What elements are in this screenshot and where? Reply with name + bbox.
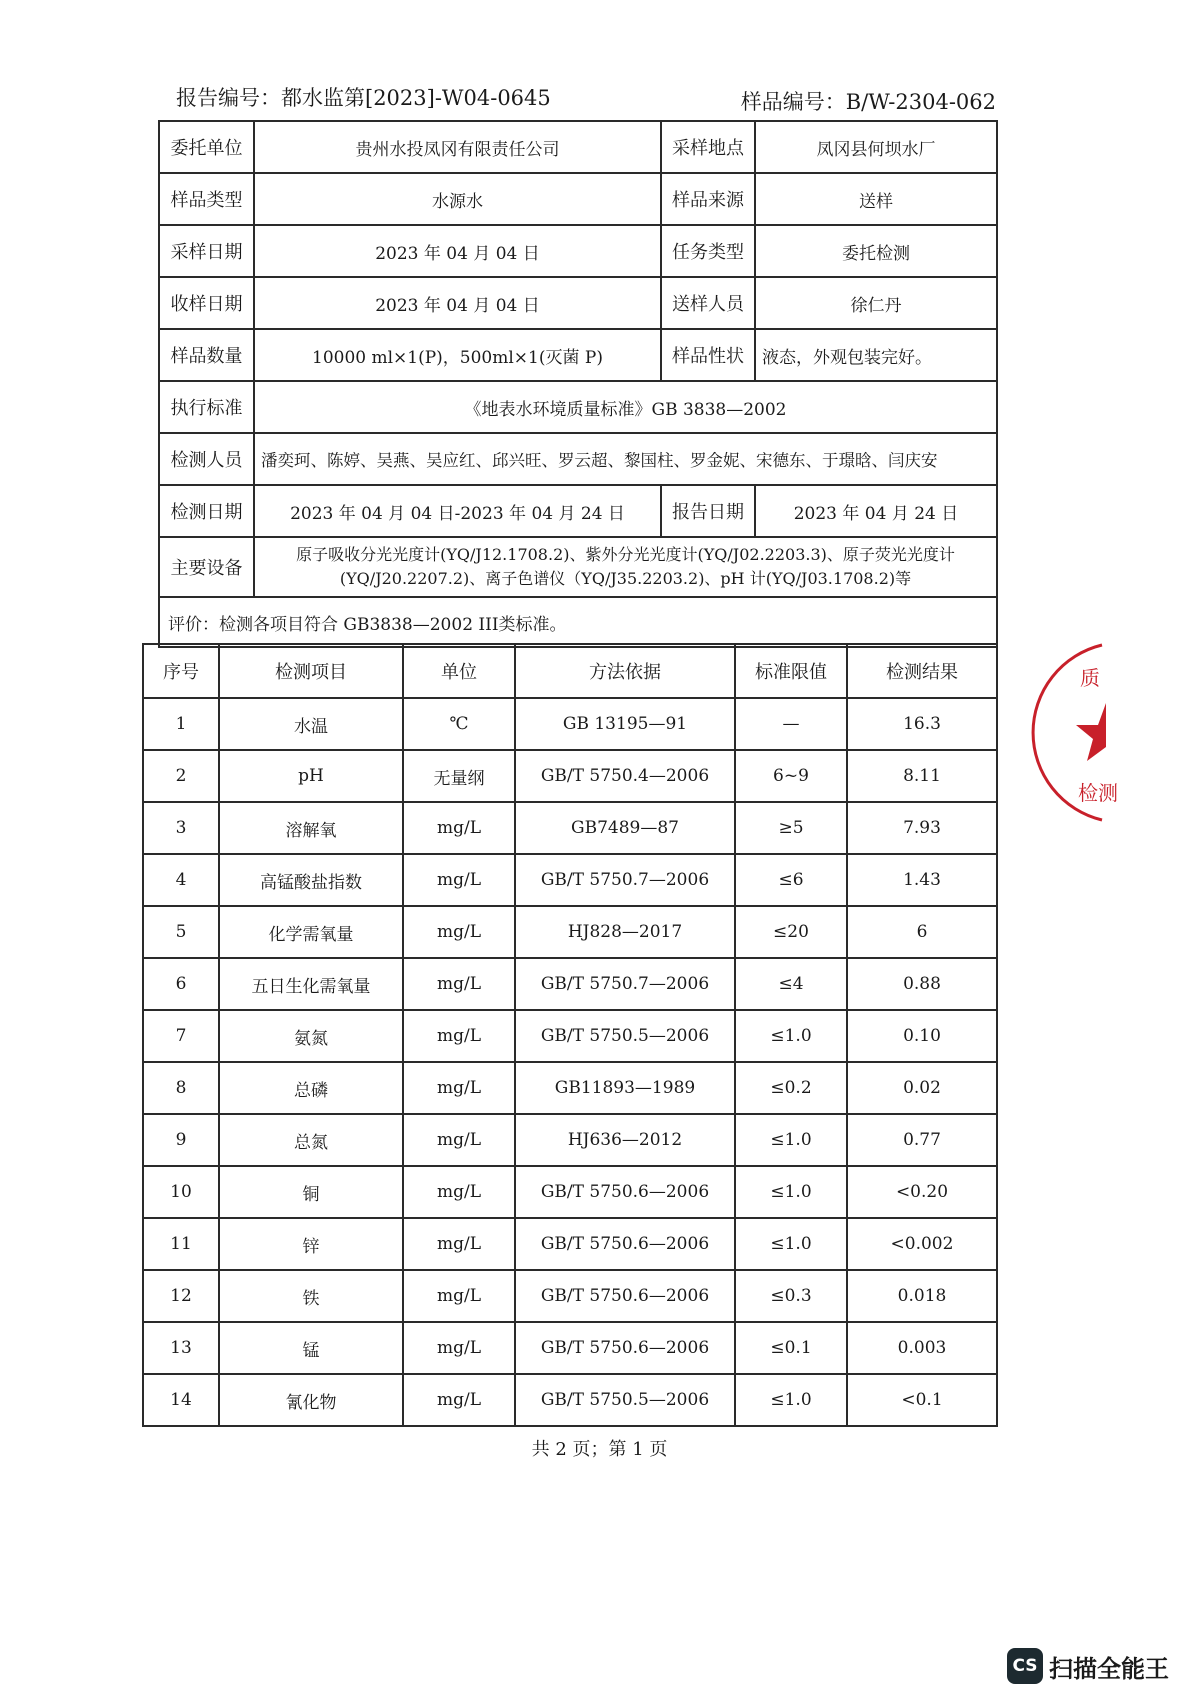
- unit-cell: mg/L: [403, 1062, 515, 1114]
- table-row: [143, 1166, 997, 1218]
- table-row: [143, 906, 997, 958]
- unit-cell: ℃: [403, 698, 515, 750]
- item-cell: 氨氮: [219, 1010, 403, 1062]
- seq-cell: 9: [143, 1114, 219, 1166]
- seq-cell: 7: [143, 1010, 219, 1062]
- result-cell: 8.11: [847, 750, 997, 802]
- unit-cell: mg/L: [403, 1166, 515, 1218]
- limit-cell: ≤0.2: [735, 1062, 847, 1114]
- report-date-label: 报告日期: [661, 485, 755, 537]
- method-cell: GB/T 5750.4—2006: [515, 750, 735, 802]
- equipment-line-1: 原子吸收分光光度计(YQ/J12.1708.2)、紫外分光光度计(YQ/J02.2203.3)、原子荧光光度计: [296, 545, 955, 564]
- method-cell: GB/T 5750.5—2006: [515, 1010, 735, 1062]
- test-date-value: 2023 年 04 月 04 日-2023 年 04 月 24 日: [254, 485, 661, 537]
- equipment-label: 主要设备: [159, 537, 254, 597]
- table-row: [143, 1114, 997, 1166]
- info-row-sample-date: [159, 225, 997, 277]
- unit-cell: mg/L: [403, 854, 515, 906]
- sample-info-table: [158, 120, 998, 648]
- result-cell: 0.018: [847, 1270, 997, 1322]
- report-number: 报告编号：都水监第[2023]-W04-0645: [176, 86, 551, 110]
- unit-cell: mg/L: [403, 1010, 515, 1062]
- seq-cell: 1: [143, 698, 219, 750]
- result-cell: 7.93: [847, 802, 997, 854]
- method-cell: GB11893—1989: [515, 1062, 735, 1114]
- staff-label: 检测人员: [159, 433, 254, 485]
- method-cell: HJ636—2012: [515, 1114, 735, 1166]
- result-cell: 0.77: [847, 1114, 997, 1166]
- seq-cell: 3: [143, 802, 219, 854]
- method-cell: GB7489—87: [515, 802, 735, 854]
- receive-date-label: 收样日期: [159, 277, 254, 329]
- method-cell: HJ828—2017: [515, 906, 735, 958]
- header-cell: 方法依据: [515, 644, 735, 698]
- seq-cell: 8: [143, 1062, 219, 1114]
- item-cell: 化学需氧量: [219, 906, 403, 958]
- item-cell: 水温: [219, 698, 403, 750]
- task-value: 委托检测: [755, 225, 997, 277]
- item-cell: 总氮: [219, 1114, 403, 1166]
- result-cell: 1.43: [847, 854, 997, 906]
- method-cell: GB 13195—91: [515, 698, 735, 750]
- limit-cell: 6~9: [735, 750, 847, 802]
- table-row: [143, 1374, 997, 1426]
- watermark-text: 扫描全能王: [1049, 1654, 1169, 1683]
- result-cell: 0.10: [847, 1010, 997, 1062]
- result-cell: <0.1: [847, 1374, 997, 1426]
- unit-cell: mg/L: [403, 1374, 515, 1426]
- standard-value: 《地表水环境质量标准》GB 3838—2002: [254, 381, 997, 433]
- table-row: [143, 802, 997, 854]
- method-cell: GB/T 5750.6—2006: [515, 1166, 735, 1218]
- type-value: 水源水: [254, 173, 661, 225]
- header-cell: 标准限值: [735, 644, 847, 698]
- camscanner-logo-icon: CS: [1007, 1648, 1043, 1684]
- method-cell: GB/T 5750.5—2006: [515, 1374, 735, 1426]
- unit-cell: mg/L: [403, 1114, 515, 1166]
- quantity-value: 10000 ml×1(P)，500ml×1(灭菌 P): [254, 329, 661, 381]
- seq-cell: 14: [143, 1374, 219, 1426]
- info-row-standard: [159, 381, 997, 433]
- item-cell: 锰: [219, 1322, 403, 1374]
- result-cell: 0.003: [847, 1322, 997, 1374]
- unit-cell: mg/L: [403, 1218, 515, 1270]
- item-cell: 铜: [219, 1166, 403, 1218]
- item-cell: 锌: [219, 1218, 403, 1270]
- task-label: 任务类型: [661, 225, 755, 277]
- header-cell: 序号: [143, 644, 219, 698]
- staff-value: 潘奕珂、陈婷、吴燕、吴应红、邱兴旺、罗云超、黎国柱、罗金妮、宋德东、于璟晗、闫庆安: [254, 433, 997, 485]
- source-label: 样品来源: [661, 173, 755, 225]
- unit-cell: mg/L: [403, 1322, 515, 1374]
- table-row: [143, 1062, 997, 1114]
- table-row: [143, 1010, 997, 1062]
- state-value: 液态，外观包装完好。: [755, 329, 997, 381]
- seq-cell: 12: [143, 1270, 219, 1322]
- results-header-row: [143, 644, 997, 698]
- item-cell: 铁: [219, 1270, 403, 1322]
- unit-cell: mg/L: [403, 958, 515, 1010]
- sample-date-label: 采样日期: [159, 225, 254, 277]
- limit-cell: —: [735, 698, 847, 750]
- limit-cell: ≤1.0: [735, 1010, 847, 1062]
- limit-cell: ≤1.0: [735, 1166, 847, 1218]
- sample-number: 样品编号：B/W-2304-062: [740, 90, 996, 114]
- limit-cell: ≤1.0: [735, 1114, 847, 1166]
- method-cell: GB/T 5750.7—2006: [515, 854, 735, 906]
- result-cell: 0.88: [847, 958, 997, 1010]
- item-cell: 氰化物: [219, 1374, 403, 1426]
- equipment-line-2: (YQ/J20.2207.2)、离子色谱仪（YQ/J35.2203.2)、pH 计(YQ/J03.1708.2)等: [339, 569, 912, 588]
- source-value: 送样: [755, 173, 997, 225]
- table-row: [143, 1322, 997, 1374]
- standard-label: 执行标准: [159, 381, 254, 433]
- seq-cell: 6: [143, 958, 219, 1010]
- item-cell: 溶解氧: [219, 802, 403, 854]
- evaluation-text: 评价：检测各项目符合 GB3838—2002 III类标准。: [159, 597, 997, 647]
- info-row-test-date: [159, 485, 997, 537]
- type-label: 样品类型: [159, 173, 254, 225]
- seq-cell: 4: [143, 854, 219, 906]
- results-table: [142, 643, 998, 1427]
- seal-text-top: 质: [1080, 666, 1100, 690]
- header-cell: 检测项目: [219, 644, 403, 698]
- result-cell: 16.3: [847, 698, 997, 750]
- info-row-receive-date: [159, 277, 997, 329]
- client-label: 委托单位: [159, 121, 254, 173]
- unit-cell: mg/L: [403, 1270, 515, 1322]
- seq-cell: 13: [143, 1322, 219, 1374]
- seq-cell: 2: [143, 750, 219, 802]
- table-row: [143, 854, 997, 906]
- limit-cell: ≤20: [735, 906, 847, 958]
- method-cell: GB/T 5750.6—2006: [515, 1270, 735, 1322]
- sample-date-value: 2023 年 04 月 04 日: [254, 225, 661, 277]
- unit-cell: mg/L: [403, 906, 515, 958]
- info-row-type: [159, 173, 997, 225]
- test-date-label: 检测日期: [159, 485, 254, 537]
- table-row: [143, 958, 997, 1010]
- client-value: 贵州水投凤冈有限责任公司: [254, 121, 661, 173]
- result-cell: <0.002: [847, 1218, 997, 1270]
- table-row: [143, 750, 997, 802]
- limit-cell: ≥5: [735, 802, 847, 854]
- header-cell: 检测结果: [847, 644, 997, 698]
- receive-date-value: 2023 年 04 月 04 日: [254, 277, 661, 329]
- limit-cell: ≤0.3: [735, 1270, 847, 1322]
- limit-cell: ≤4: [735, 958, 847, 1010]
- header-cell: 单位: [403, 644, 515, 698]
- method-cell: GB/T 5750.7—2006: [515, 958, 735, 1010]
- limit-cell: ≤0.1: [735, 1322, 847, 1374]
- result-cell: 0.02: [847, 1062, 997, 1114]
- info-row-evaluation: [159, 597, 997, 647]
- quantity-label: 样品数量: [159, 329, 254, 381]
- seal-star-icon: [1076, 703, 1106, 761]
- result-cell: <0.20: [847, 1166, 997, 1218]
- site-label: 采样地点: [661, 121, 755, 173]
- unit-cell: 无量纲: [403, 750, 515, 802]
- limit-cell: ≤6: [735, 854, 847, 906]
- report-date-value: 2023 年 04 月 24 日: [755, 485, 997, 537]
- report-header: [176, 82, 996, 118]
- result-cell: 6: [847, 906, 997, 958]
- page-number: 共 2 页；第 1 页: [531, 1439, 668, 1460]
- info-row-quantity: [159, 329, 997, 381]
- sender-label: 送样人员: [661, 277, 755, 329]
- unit-cell: mg/L: [403, 802, 515, 854]
- seq-cell: 10: [143, 1166, 219, 1218]
- info-row-client: [159, 121, 997, 173]
- equipment-value: [254, 537, 997, 597]
- item-cell: pH: [219, 750, 403, 802]
- table-row: [143, 1218, 997, 1270]
- seq-cell: 11: [143, 1218, 219, 1270]
- seq-cell: 5: [143, 906, 219, 958]
- site-value: 凤冈县何坝水厂: [755, 121, 997, 173]
- limit-cell: ≤1.0: [735, 1218, 847, 1270]
- red-seal-stamp: [1062, 625, 1118, 840]
- scanner-watermark: [1007, 1648, 1169, 1684]
- info-row-equipment: [159, 537, 997, 597]
- state-label: 样品性状: [661, 329, 755, 381]
- sender-value: 徐仁丹: [755, 277, 997, 329]
- item-cell: 五日生化需氧量: [219, 958, 403, 1010]
- limit-cell: ≤1.0: [735, 1374, 847, 1426]
- table-row: [143, 698, 997, 750]
- item-cell: 总磷: [219, 1062, 403, 1114]
- item-cell: 高锰酸盐指数: [219, 854, 403, 906]
- method-cell: GB/T 5750.6—2006: [515, 1218, 735, 1270]
- method-cell: GB/T 5750.6—2006: [515, 1322, 735, 1374]
- info-row-staff: [159, 433, 997, 485]
- seal-text-bottom: 检测: [1078, 781, 1118, 805]
- table-row: [143, 1270, 997, 1322]
